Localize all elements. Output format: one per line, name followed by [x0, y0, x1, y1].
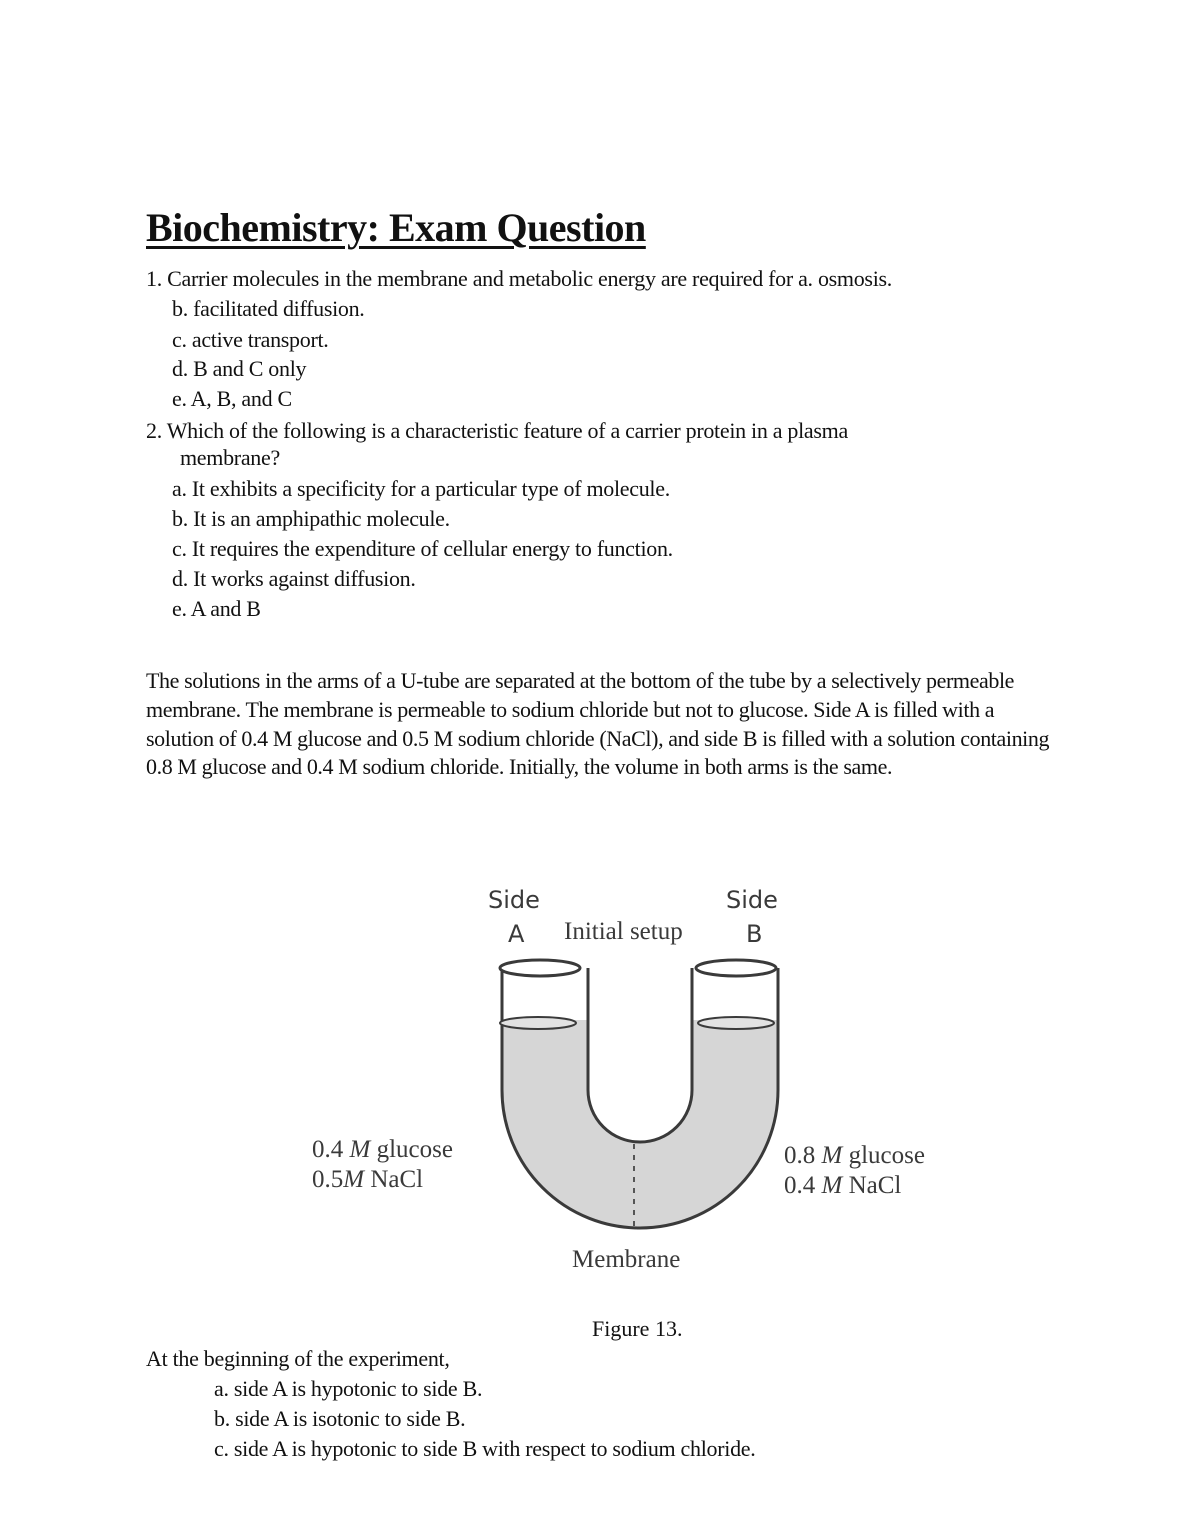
question-1-option-e: e. A, B, and C [172, 386, 292, 411]
side-a-label-line-2: A [508, 920, 525, 948]
side-a-opening [500, 960, 580, 976]
question-2-option-b: b. It is an amphipathic molecule. [172, 506, 450, 531]
side-a-surface [500, 1017, 576, 1029]
side-b-opening [696, 960, 776, 976]
side-b-nacl-label: 0.4 M NaCl [784, 1172, 902, 1199]
figure-caption: Figure 13. [592, 1316, 683, 1341]
membrane-label: Membrane [572, 1246, 681, 1273]
question-2-option-e: e. A and B [172, 596, 261, 621]
question-2-stem-line-2: membrane? [180, 445, 280, 470]
question-2-option-d: d. It works against diffusion. [172, 566, 416, 591]
question-1-stem: 1. Carrier molecules in the membrane and metabolic energy are required for a. osmosis. [146, 266, 892, 291]
question-2-option-a: a. It exhibits a specificity for a particular type of molecule. [172, 476, 670, 501]
side-b-glucose-label: 0.8 M glucose [784, 1142, 925, 1169]
u-tube-liquid [502, 1020, 778, 1228]
side-a-nacl-label: 0.5M NaCl [312, 1166, 424, 1193]
question-3-option-b: b. side A is isotonic to side B. [214, 1406, 466, 1431]
u-tube-passage: The solutions in the arms of a U-tube are separated at the bottom of the tube by a selectively permeable membrane. The membrane is permeable to sodium chloride but not to glucose. Side A is filled with a solution of 0.4 M glucose and 0.5 M sodium chloride (NaCl), and side B is filled with a solution containing 0.8 M glucose and 0.4 M sodium chloride. Initially, the volume in both arms is the same. [146, 668, 1050, 780]
question-1-option-b: b. facilitated diffusion. [172, 296, 365, 321]
initial-setup-label: Initial setup [564, 918, 683, 945]
side-a-label-line-1: Side [488, 886, 540, 914]
question-2-stem-line-1: 2. Which of the following is a characteristic feature of a carrier protein in a plasma [146, 418, 848, 443]
side-b-surface [698, 1017, 774, 1029]
u-tube-figure [300, 880, 980, 1280]
side-a-glucose-label: 0.4 M glucose [312, 1136, 453, 1163]
question-3-stem: At the beginning of the experiment, [146, 1346, 450, 1371]
question-3-option-c: c. side A is hypotonic to side B with respect to sodium chloride. [214, 1436, 756, 1461]
question-1-option-d: d. B and C only [172, 356, 307, 381]
u-tube-inner-wall [588, 968, 692, 1142]
question-3-option-a: a. side A is hypotonic to side B. [214, 1376, 483, 1401]
question-1-option-c: c. active transport. [172, 327, 329, 352]
page-title: Biochemistry: Exam Question [146, 205, 646, 250]
side-b-label-line-1: Side [726, 886, 778, 914]
side-b-label-line-2: B [746, 920, 763, 948]
question-2-option-c: c. It requires the expenditure of cellular energy to function. [172, 536, 673, 561]
